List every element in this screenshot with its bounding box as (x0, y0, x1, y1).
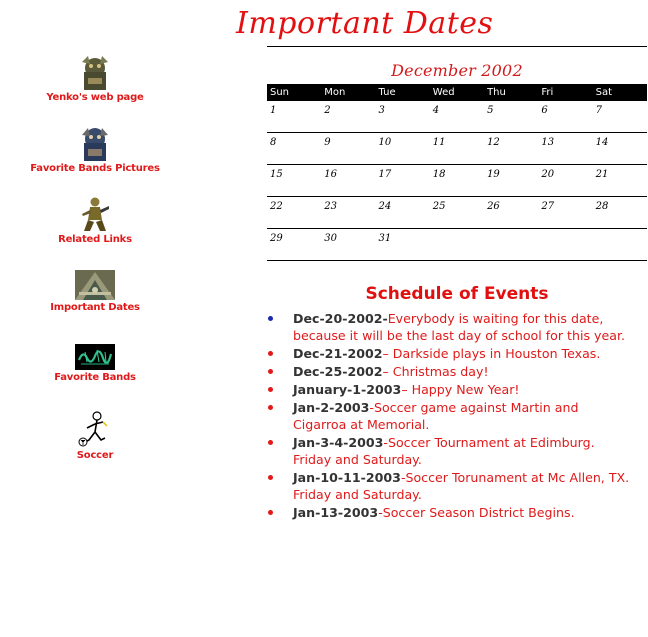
event-description: – Darkside plays in Houston Texas. (382, 346, 601, 361)
calendar-day-cell: 18 (432, 169, 446, 180)
calendar-week-row (267, 101, 647, 133)
calendar-day-cell: 1 (270, 105, 277, 116)
event-description: -Soccer Torunament at Mc Allen, TX. Friday and Saturday. (293, 470, 630, 502)
calendar-day-cell: 3 (378, 105, 385, 116)
calendar-day-cell: 16 (324, 169, 337, 180)
schedule-event-item (265, 345, 635, 362)
calendar-month-title: December 2002 (391, 61, 523, 80)
event-date: Jan-10-11-2003 (293, 470, 401, 485)
calendar-day-cell: 13 (541, 137, 555, 148)
nav-label: Related Links (58, 234, 132, 245)
calendar-day-cell (538, 229, 592, 260)
bullet-icon (268, 510, 273, 515)
schedule-event-item (265, 381, 635, 398)
nav-label: Yenko's web page (46, 92, 144, 103)
event-description: – Christmas day! (382, 364, 489, 379)
bullet-icon (268, 405, 273, 410)
calendar-week-row (267, 197, 647, 229)
calendar-day-cell: 27 (541, 201, 555, 212)
weekday-label: Fri (541, 87, 554, 98)
calendar-day-cell: 12 (487, 137, 500, 148)
calendar-day-cell: 8 (270, 137, 277, 148)
calendar-day-cell: 11 (432, 137, 446, 148)
calendar-day-cell: 17 (378, 169, 392, 180)
nav-label: Soccer (76, 450, 114, 461)
event-date: Dec-21-2002 (293, 346, 383, 361)
calendar-day-cell (430, 229, 484, 260)
bullet-icon (268, 369, 273, 374)
event-description: – Happy New Year! (401, 382, 520, 397)
bullet-icon (268, 475, 273, 480)
event-date: Jan-2-2003 (293, 400, 370, 415)
event-date: Jan-3-4-2003 (293, 435, 384, 450)
event-date: January-1-2003 (293, 382, 402, 397)
calendar-day-cell: 31 (378, 233, 392, 244)
bullet-icon (268, 440, 273, 445)
nav-label: Favorite Bands (54, 372, 136, 383)
calendar-day-cell: 22 (270, 201, 283, 212)
nav-favorite-bands[interactable] (0, 344, 190, 383)
event-date: Jan-13-2003 (293, 505, 379, 520)
calendar (267, 46, 647, 261)
band-mascot-icon (78, 54, 112, 90)
calendar-day-cell: 4 (432, 105, 440, 116)
weekday-label: Sat (595, 87, 612, 98)
calendar-grid (267, 101, 647, 261)
calendar-day-cell: 14 (595, 137, 609, 148)
soccer-player-icon (75, 410, 115, 448)
calendar-day-cell: 23 (324, 201, 337, 212)
nav-important-dates[interactable] (0, 270, 190, 313)
schedule-event-item (265, 363, 635, 380)
schedule-event-item (265, 469, 635, 503)
schedule-event-item (265, 310, 635, 344)
calendar-day-cell: 25 (432, 201, 446, 212)
calendar-day-cell (593, 229, 647, 260)
calendar-week-row (267, 165, 647, 197)
calendar-day-cell: 30 (324, 233, 337, 244)
calendar-day-cell: 26 (487, 201, 500, 212)
calendar-day-cell: 2 (324, 105, 331, 116)
event-date: Dec-25-2002 (293, 364, 383, 379)
event-description: -Soccer game against Martin and Cigarroa at Memorial. (293, 400, 579, 432)
calendar-weekday-header (267, 84, 647, 101)
weekday-label: Thu (487, 87, 506, 98)
page-title: Important Dates (236, 6, 494, 41)
band-logo-icon (75, 344, 115, 370)
stage-icon (75, 270, 115, 300)
calendar-day-cell: 29 (270, 233, 283, 244)
calendar-day-cell: 15 (270, 169, 283, 180)
bullet-icon (268, 316, 273, 321)
event-description: -Soccer Season District Begins. (378, 505, 575, 520)
calendar-day-cell: 10 (378, 137, 392, 148)
bullet-icon (268, 387, 273, 392)
calendar-day-cell: 5 (487, 105, 494, 116)
calendar-day-cell: 19 (487, 169, 500, 180)
schedule-event-item (265, 434, 635, 468)
calendar-week-row (267, 133, 647, 165)
weekday-label: Wed (432, 87, 455, 98)
schedule-title: Schedule of Events (365, 284, 549, 304)
nav-label: Favorite Bands Pictures (30, 163, 160, 174)
schedule-event-item (265, 399, 635, 433)
bullet-icon (268, 351, 273, 356)
weekday-label: Mon (324, 87, 346, 98)
schedule-event-list (265, 310, 635, 522)
nav-favorite-bands-pictures[interactable] (0, 125, 190, 174)
event-description: Everybody is waiting for this date, because it will be the last day of school for this year. (293, 311, 625, 343)
calendar-day-cell: 21 (595, 169, 609, 180)
weekday-label: Sun (270, 87, 290, 98)
calendar-week-row (267, 229, 647, 261)
event-description: -Soccer Tournament at Edimburg. Friday and Saturday. (293, 435, 595, 467)
soldier-icon (80, 196, 110, 232)
event-date: Dec-20-2002- (293, 311, 388, 326)
band-mascot-icon (79, 125, 111, 161)
calendar-day-cell (484, 229, 538, 260)
nav-label: Important Dates (50, 302, 140, 313)
schedule-event-item (265, 504, 635, 521)
calendar-day-cell: 7 (595, 105, 602, 116)
nav-soccer[interactable] (0, 410, 190, 461)
calendar-day-cell: 24 (378, 201, 392, 212)
weekday-label: Tue (378, 87, 396, 98)
calendar-day-cell: 6 (541, 105, 548, 116)
calendar-day-cell: 9 (324, 137, 331, 148)
nav-related-links[interactable] (0, 196, 190, 245)
nav-yenko-web-page[interactable] (0, 54, 190, 103)
calendar-day-cell: 20 (541, 169, 555, 180)
calendar-day-cell: 28 (595, 201, 609, 212)
